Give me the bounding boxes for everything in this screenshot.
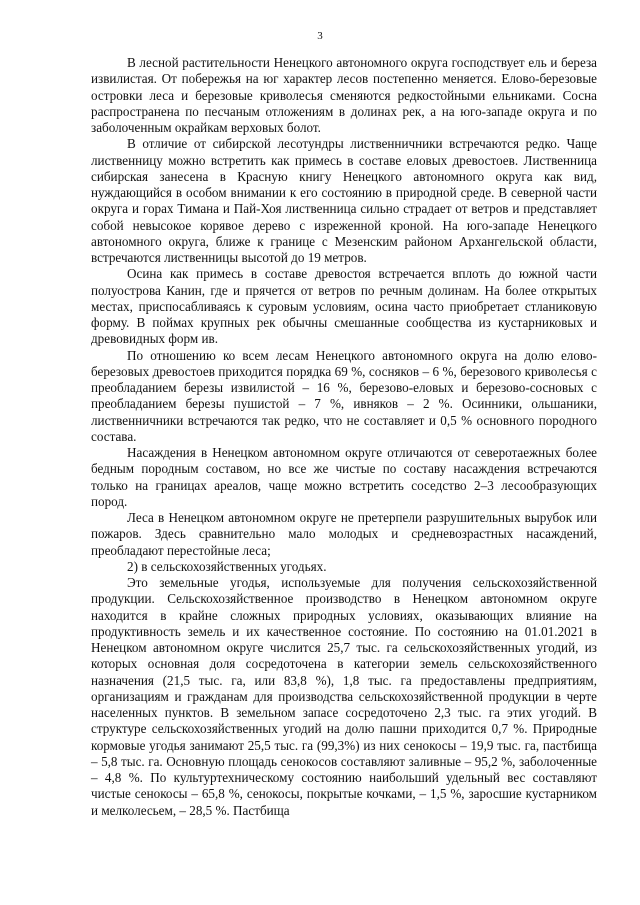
paragraph-agricultural-heading: 2) в сельскохозяйственных угодьях. — [127, 558, 327, 574]
paragraph-forest-shares: По отношению ко всем лесам Ненецкого автономного округа на долю елово-березовых древостоев приходится порядка 69 %, сосняков – 6 %, березового криволесья с преобладанием березы извилистой – 16 %, березово-еловых и березово-сосновых с преобладанием березы пушистой – 7 %, ивняков – 2 %. Осинники, ольшаники, лиственничники встречаются так редко, что не составляет и 0,5 % основного породного состава. — [91, 347, 597, 444]
paragraph-stand-composition: Насаждения в Ненецком автономном округе отличаются от северотаежных более бедным породным составом, но все же чистые по составу насаждения встречаются только на границах ареалов, чаще можно встретить соседство 2–3 лесообразующих пород. — [91, 445, 597, 509]
paragraph-larch: В отличие от сибирской лесотундры лиственничники встречаются редко. Чаще лиственницу можно встретить как примесь в составе еловых древостоев. Лиственница сибирская занесена в Красную книгу Ненецкого автономного округа как вид, нуждающийся в особом внимании к его состоянию в природной среде. В северной части округа и горах Тимана и Пай-Хоя лиственница сильно страдает от ветров и представляет собой невысокое корявое дерево с изреженной кроной. На юго-западе Ненецкого автономного округа, ближе к границе с Мезенским районом Архангельской области, встречаются лиственницы высотой до 19 метров. — [91, 136, 597, 265]
document-body — [91, 55, 597, 819]
page-number: 3 — [317, 30, 323, 42]
paragraph-aspen: Осина как примесь в составе древостоя встречается вплоть до южной части полуострова Канин, где и прячется от ветров по речным долинам. На более открытых местах, приспосабливаясь к суровым условиям, осина часто приобретает стланиковую форму. В поймах крупных рек обычны смешанные сообщества из кустарниковых и древовидных форм ив. — [91, 266, 597, 347]
paragraph-forest-composition: В лесной растительности Ненецкого автономного округа господствует ель и береза извилистая. От побережья на юг характер лесов постепенно меняется. Елово-березовые островки леса и березовые криволесья сменяются редкостойными ельниками. Сосна распространена по песчаным отложениям в долинах рек, а на юго-западе округа и по заболоченным окрайкам верховых болот. — [91, 55, 597, 135]
paragraph-forest-age: Леса в Ненецком автономном округе не претерпели разрушительных вырубок или пожаров. Здесь сравнительно мало молодых и средневозрастных насаждений, преобладают перестойные леса; — [91, 510, 597, 558]
paragraph-agricultural-land: Это земельные угодья, используемые для получения сельскохозяйственной продукции. Сельскохозяйственное производство в Ненецком автономном округе находится в крайне сложных природных условиях, оказывающих влияние на продуктивность земель и их качественное состояние. По состоянию на 01.01.2021 в Ненецком автономном округе числится 25,7 тыс. га сельскохозяйственных угодий, из которых основная доля сосредоточена в категории земель сельскохозяйственного назначения (21,5 тыс. га, или 83,8 %), 1,8 тыс. га предоставлены предприятиям, организациям и гражданам для производства сельскохозяйственной продукции в черте населенных пунктов. В земельном запасе сосредоточено 2,3 тыс. га этих угодий. В структуре сельскохозяйственных угодий на долю пашни приходится 0,7 %. Природные кормовые угодья занимают 25,5 тыс. га (99,3%) из них сенокосы – 19,9 тыс. га, пастбища – 5,8 тыс. га. Основную площадь сенокосов составляют заливные – 95,2 %, заболоченные – 4,8 %. По культуртехническому состоянию наибольший удельный вес составляют чистые сенокосы – 65,8 %, сенокосы, покрытые кочками, – 1,5 %, заросшие кустарником и мелколесьем, – 28,5 %. Пастбища — [91, 575, 597, 818]
